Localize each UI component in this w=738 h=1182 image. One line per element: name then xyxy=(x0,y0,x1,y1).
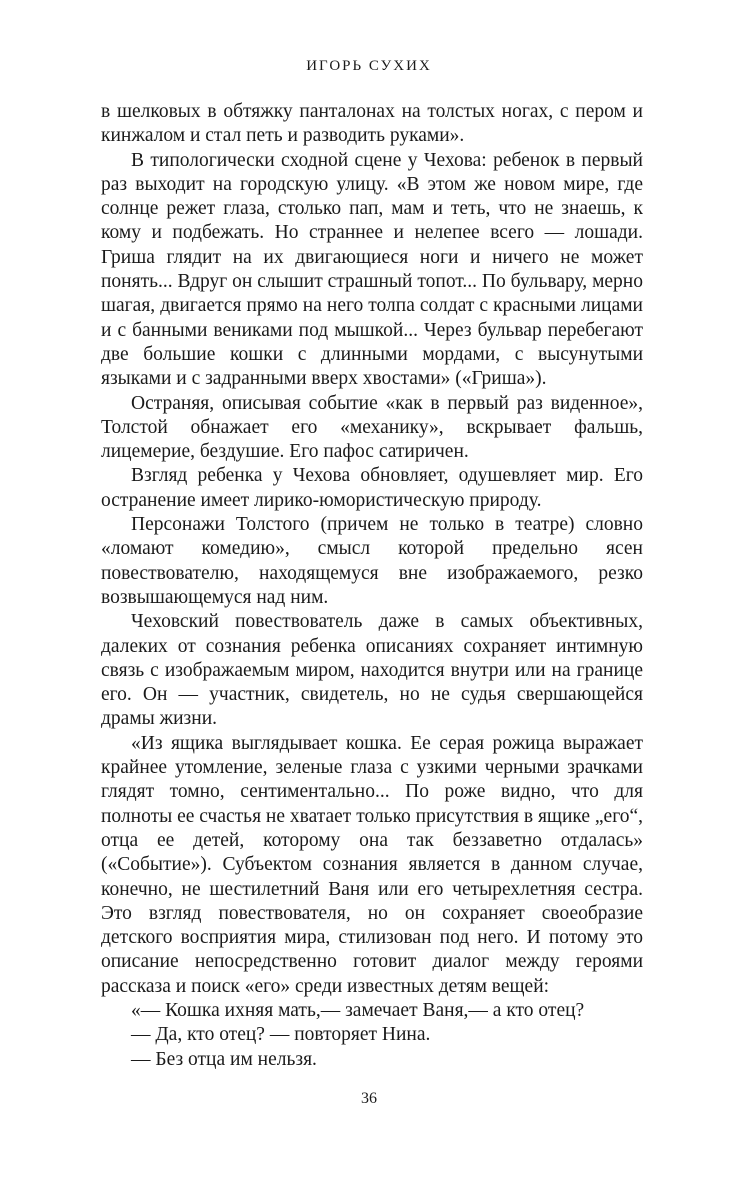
paragraph: В типологически сходной сцене у Чехова: ребенок в первый раз выходит на городскую улицу. «В этом же новом мире, где солнце режет глаза, столько пап, мам и теть, что не знаешь, к кому и подбежать. Но страннее и нелепее всего — лошади. Гриша глядит на их двигающиеся ноги и ничего не может понять... Вдруг он слышит страшный топот... По бульвару, мерно шагая, двигается прямо на него толпа солдат с красными лицами и с банными вениками под мышкой... Через бульвар перебегают две большие кошки с длинными мордами, с высунутыми языками и с задранными вверх хвостами» («Гриша»). xyxy=(101,149,643,390)
dialogue-line: — Без отца им нельзя. xyxy=(131,1048,317,1070)
paragraph: Персонажи Толстого (причем не только в театре) словно «ломают комедию», смысл которой предельно ясен повествователю, находящемуся вне изображаемого, резко возвышающемуся над ним. xyxy=(101,514,643,608)
dialogue-line: «— Кошка ихняя мать,— замечает Ваня,— а кто отец? xyxy=(131,999,585,1021)
paragraph: Остраняя, описывая событие «как в первый раз виденное», Толстой обнажает его «механику», вскрывает фальшь, лицемерие, бездушие. Его пафос сатиричен. xyxy=(101,392,643,463)
paragraph: Чеховский повествователь даже в самых объективных, далеких от сознания ребенка описаниях сохраняет интимную связь с изображаемым миром, находится внутри или на границе его. Он — участник, свидетель, но не судья свершающейся драмы жизни. xyxy=(101,611,643,730)
paragraph: Взгляд ребенка у Чехова обновляет, одушевляет мир. Его остранение имеет лирико-юмористическую природу. xyxy=(101,465,643,511)
paragraph: «Из ящика выглядывает кошка. Ее серая рожица выражает крайнее утомление, зеленые глаза с узкими черными зрачками глядят томно, сентиментально... По роже видно, что для полноты ее счастья не хватает только присутствия в ящике „его“, отца ее детей, которому она так беззаветно отдалась» («Событие»). Субъектом сознания является в данном случае, конечно, не шестилетний Ваня или его четырехлетняя сестра. Это взгляд повествователя, но он сохраняет своеобразие детского восприятия мира, стилизован под него. И потому это описание непосредственно готовит диалог между героями рассказа и поиск «его» среди известных детям вещей: xyxy=(101,732,644,997)
dialogue-line: — Да, кто отец? — повторяет Нина. xyxy=(131,1024,431,1046)
running-head: ИГОРЬ СУХИХ xyxy=(306,58,432,74)
page-number: 36 xyxy=(361,1090,377,1107)
body-text xyxy=(101,100,643,1072)
paragraph: в шелковых в обтяжку панталонах на толстых ногах, с пером и кинжалом и стал петь и разводить руками». xyxy=(101,101,643,147)
